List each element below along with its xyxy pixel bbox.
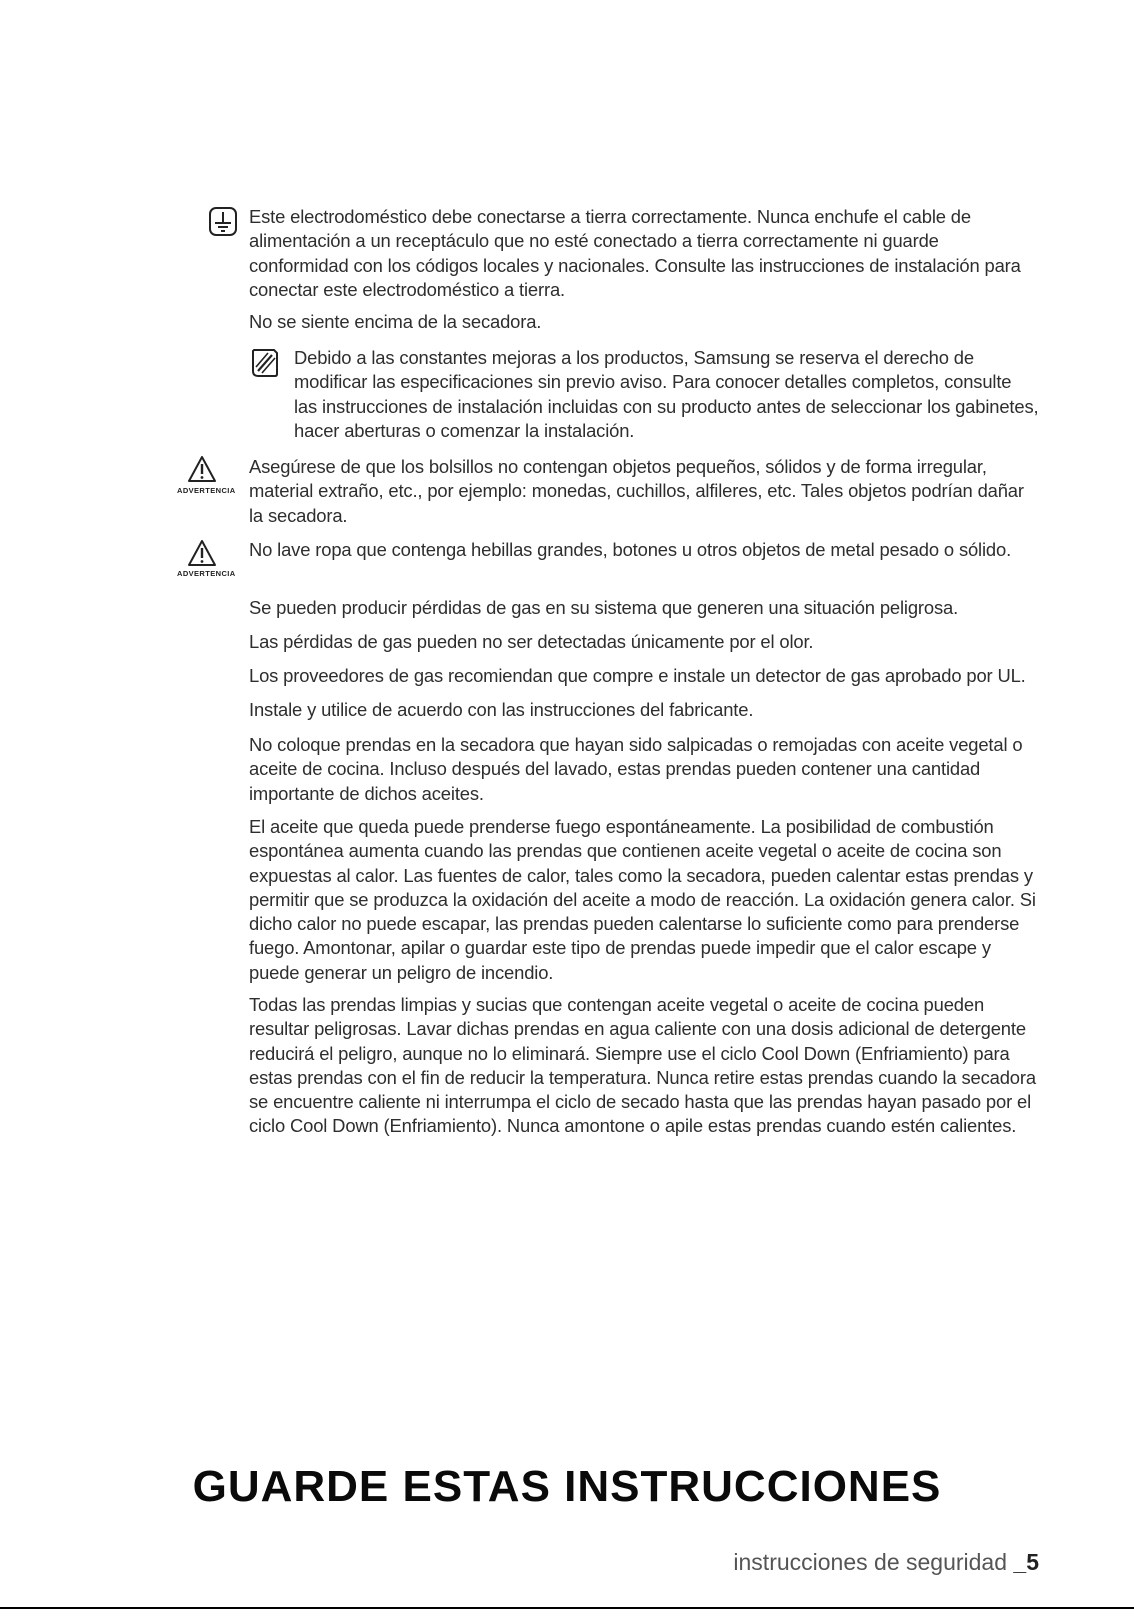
warning-pockets-paragraph: Asegúrese de que los bolsillos no contengan objetos pequeños, sólidos y de forma irregular, material extraño, etc., por ejemplo: monedas, cuchillos, alfileres, etc. Tales objetos podrían dañar la secadora. <box>249 456 1024 526</box>
footer-section: instrucciones de seguridad <box>733 1549 1014 1575</box>
page-number: _5 <box>1013 1549 1039 1575</box>
warning-metal-paragraph: No lave ropa que contenga hebillas grandes, botones u otros objetos de metal pesado o sólido. <box>249 539 1012 560</box>
warning-label: ADVERTENCIA <box>177 486 236 495</box>
gas-smell-paragraph: Las pérdidas de gas pueden no ser detectadas únicamente por el olor. <box>249 631 814 652</box>
gas-leak-paragraph: Se pueden producir pérdidas de gas en su sistema que generen una situación peligrosa. <box>249 597 959 618</box>
oil-cooldown-paragraph: Todas las prendas limpias y sucias que contengan aceite vegetal o aceite de cocina pueden resultar peligrosas. Lavar dichas prendas en agua caliente con una dosis adicional de detergente reducirá el peligro, aunque no lo eliminará. Siempre use el ciclo Cool Down (Enfriamiento) para estas prendas con el fin de reducir la temperatura. Nunca retire estas prendas cuando la secadora se encuentre caliente ni interrumpa el ciclo de secado hasta que las prendas hayan pasado por el ciclo Cool Down (Enfriamiento). Nunca amontone o apile estas prendas cuando estén calientes. <box>249 994 1036 1137</box>
warning-icon <box>187 455 217 483</box>
warning-label: ADVERTENCIA <box>177 569 236 578</box>
no-sit-paragraph: No se siente encima de la secadora. <box>249 311 542 332</box>
note-icon <box>250 347 280 379</box>
bottom-rule <box>0 1607 1134 1609</box>
oil-garments-paragraph: No coloque prendas en la secadora que hayan sido salpicadas o remojadas con aceite vegetal o aceite de cocina. Incluso después del lavado, estas prendas pueden contener una cantidad importante de dichos aceites. <box>249 734 1023 804</box>
ground-icon <box>208 206 238 238</box>
warning-icon <box>187 539 217 567</box>
ground-paragraph: Este electrodoméstico debe conectarse a tierra correctamente. Nunca enchufe el cable de alimentación a un receptáculo que no esté conectado a tierra correctamente ni guarde conformidad con los códigos locales y nacionales. Consulte las instrucciones de instalación para conectar este electrodoméstico a tierra. <box>249 206 1021 300</box>
page-title: GUARDE ESTAS INSTRUCCIONES <box>192 1462 942 1511</box>
gas-detector-paragraph: Los proveedores de gas recomiendan que compre e instale un detector de gas aprobado por UL. <box>249 665 1026 686</box>
install-paragraph: Instale y utilice de acuerdo con las instrucciones del fabricante. <box>249 699 754 720</box>
page-footer <box>733 1549 1039 1576</box>
oil-combustion-paragraph: El aceite que queda puede prenderse fuego espontáneamente. La posibilidad de combustión espontánea aumenta cuando las prendas que contienen aceite vegetal o aceite de cocina son expuestas al calor. Las fuentes de calor, tales como la secadora, pueden calentar estas prendas y permitir que se produzca la oxidación del aceite a modo de reacción. La oxidación genera calor. Si dicho calor no puede escapar, las prendas pueden calentarse lo suficiente como para prenderse fuego. Amontonar, apilar o guardar este tipo de prendas puede impedir que el calor escape y puede generar un peligro de incendio. <box>249 816 1036 983</box>
note-paragraph: Debido a las constantes mejoras a los productos, Samsung se reserva el derecho de modificar las especificaciones sin previo aviso. Para conocer detalles completos, consulte las instrucciones de instalación incluidas con su producto antes de seleccionar los gabinetes, hacer aberturas o comenzar la instalación. <box>294 347 1039 441</box>
